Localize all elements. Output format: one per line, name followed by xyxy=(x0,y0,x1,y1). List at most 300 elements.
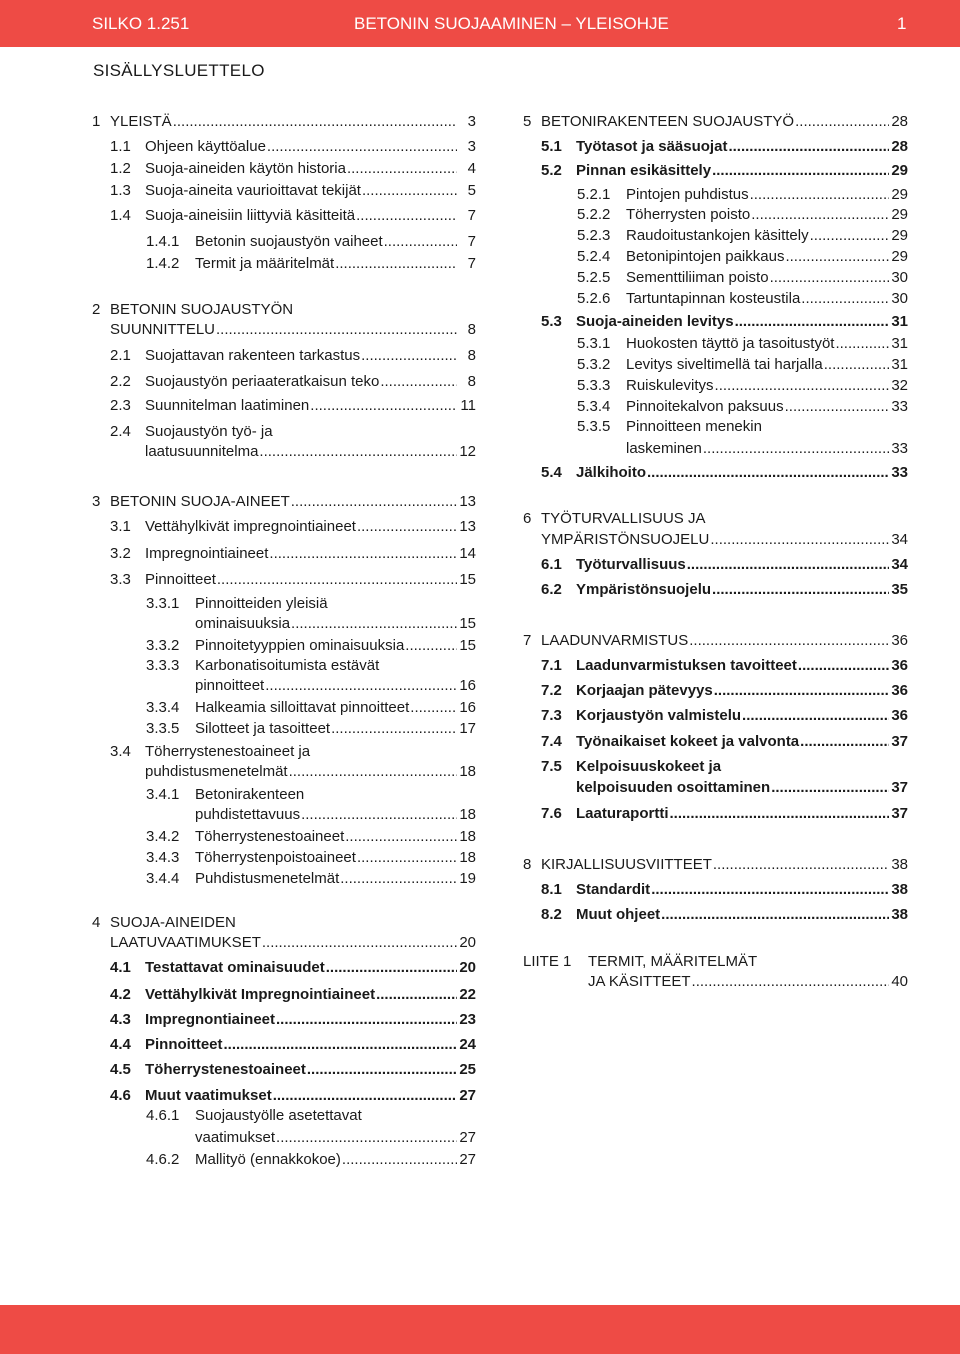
toc-left-entry xyxy=(110,544,476,564)
dot-leader xyxy=(824,355,889,375)
toc-left-entry xyxy=(92,492,476,512)
entry-title: laatusuunnitelma xyxy=(145,443,259,460)
dot-leader xyxy=(712,161,889,181)
entry-title: Impregnointiaineet xyxy=(145,545,269,562)
dot-leader xyxy=(703,439,889,459)
entry-title: Pinnan esikäsittely xyxy=(576,162,712,179)
entry-page: 13 xyxy=(459,493,476,510)
entry-page: 4 xyxy=(467,160,476,177)
entry-title: Pinnoitteet xyxy=(145,571,216,588)
toc-right-entry xyxy=(541,804,908,824)
entry-page: 27 xyxy=(459,1151,476,1168)
toc-right-entry xyxy=(541,580,908,600)
entry-page: 16 xyxy=(459,699,476,716)
entry-page: 37 xyxy=(891,779,908,796)
entry-number: 1.3 xyxy=(110,182,131,199)
entry-number: 4.6.2 xyxy=(146,1151,180,1168)
entry-page: 14 xyxy=(459,545,476,562)
entry-page: 38 xyxy=(891,906,908,923)
entry-title: Tartuntapinnan kosteustila xyxy=(626,290,801,307)
entry-title: BETONIRAKENTEEN SUOJAUSTYÖ xyxy=(541,113,795,130)
entry-number: 2.4 xyxy=(110,423,131,440)
toc-left-entry xyxy=(110,517,476,537)
entry-title: Impregnontiaineet xyxy=(145,1011,276,1028)
entry-number: 4.4 xyxy=(110,1036,131,1053)
dot-leader xyxy=(291,614,457,634)
entry-title: kelpoisuuden osoittaminen xyxy=(576,779,771,796)
dot-leader xyxy=(810,226,889,246)
entry-page: 28 xyxy=(891,138,908,155)
entry-number: 3.3.5 xyxy=(146,720,180,737)
entry-title: YLEISTÄ xyxy=(110,113,172,130)
toc-right-entry xyxy=(577,289,908,309)
entry-page: 29 xyxy=(891,186,908,203)
dot-leader xyxy=(770,268,889,288)
entry-number: 5.4 xyxy=(541,464,562,481)
entry-page: 15 xyxy=(459,571,476,588)
dot-leader xyxy=(347,159,457,179)
entry-page: 15 xyxy=(459,637,476,654)
entry-number: 5.2.4 xyxy=(577,248,611,265)
entry-title: Työtasot ja sääsuojat xyxy=(576,138,728,155)
dot-leader xyxy=(750,185,889,205)
dot-leader xyxy=(289,762,457,782)
entry-number: 7.2 xyxy=(541,682,562,699)
toc-right-entry xyxy=(577,268,908,288)
entry-title: Termit ja määritelmät xyxy=(195,255,335,272)
entry-page: 36 xyxy=(891,682,908,699)
entry-title: KIRJALLISUUSVIITTEET xyxy=(541,856,712,873)
entry-number: 3 xyxy=(92,493,101,510)
entry-number: 2.1 xyxy=(110,347,131,364)
dot-leader xyxy=(713,855,889,875)
toc-left-entry xyxy=(146,232,476,252)
entry-title: Laadunvarmistuksen tavoitteet xyxy=(576,657,797,674)
entry-title: BETONIN SUOJA-AINEET xyxy=(110,493,290,510)
entry-page: 18 xyxy=(459,849,476,866)
entry-page: 27 xyxy=(459,1087,476,1104)
dot-leader xyxy=(301,805,457,825)
entry-title: ominaisuuksia xyxy=(195,615,291,632)
entry-number: 7.1 xyxy=(541,657,562,674)
dot-leader xyxy=(335,254,457,274)
entry-number: 2.3 xyxy=(110,397,131,414)
entry-number: 6.1 xyxy=(541,556,562,573)
toc-right-entry xyxy=(577,205,908,225)
dot-leader xyxy=(326,958,457,978)
entry-number: 3.3.2 xyxy=(146,637,180,654)
entry-number: 7.6 xyxy=(541,805,562,822)
entry-title: Laaturaportti xyxy=(576,805,669,822)
entry-number: 1.4.2 xyxy=(146,255,180,272)
entry-title: Suoja-aineita vaurioittavat tekijät xyxy=(145,182,361,199)
dot-leader xyxy=(357,517,457,537)
entry-title: Suunnitelman laatiminen xyxy=(145,397,310,414)
entry-page: 38 xyxy=(891,856,908,873)
entry-number: 1.4.1 xyxy=(146,233,180,250)
entry-title: Vettähylkivät Impregnointiaineet xyxy=(145,986,376,1003)
toc-left-entry xyxy=(146,594,476,614)
toc-left-entry xyxy=(110,396,476,416)
entry-title: Pinnoitteet xyxy=(145,1036,223,1053)
entry-page: 37 xyxy=(891,733,908,750)
entry-number: 8.2 xyxy=(541,906,562,923)
dot-leader xyxy=(712,580,889,600)
dot-leader xyxy=(217,570,457,590)
entry-page: 30 xyxy=(891,269,908,286)
toc-left-entry xyxy=(92,913,476,933)
entry-title: Vettähylkivät impregnointiaineet xyxy=(145,518,356,535)
entry-page: 36 xyxy=(891,632,908,649)
dot-leader xyxy=(276,1128,457,1148)
toc-left-entry xyxy=(146,719,476,739)
entry-title: Standardit xyxy=(576,881,651,898)
entry-page: 31 xyxy=(891,313,908,330)
entry-page: 18 xyxy=(459,828,476,845)
toc-right-entry xyxy=(523,112,908,132)
dot-leader xyxy=(801,289,889,309)
entry-number: 8 xyxy=(523,856,532,873)
entry-title: BETONIN SUOJAUSTYÖN xyxy=(110,301,294,318)
dot-leader xyxy=(795,112,889,132)
entry-number: 5.3.1 xyxy=(577,335,611,352)
entry-page: 29 xyxy=(891,227,908,244)
toc-left-entry xyxy=(146,254,476,274)
toc-right-entry xyxy=(523,509,908,529)
toc-left-entry xyxy=(146,827,476,847)
dot-leader xyxy=(259,442,457,462)
dot-leader xyxy=(798,656,889,676)
entry-title: Testattavat ominaisuudet xyxy=(145,959,325,976)
entry-page: 29 xyxy=(891,206,908,223)
toc-right-entry xyxy=(576,778,908,798)
toc-right-entry xyxy=(523,952,908,972)
entry-number: 5.1 xyxy=(541,138,562,155)
toc-right-entry xyxy=(577,334,908,354)
toc-left-entry xyxy=(110,137,476,157)
entry-number: 7.5 xyxy=(541,758,562,775)
entry-page: 13 xyxy=(459,518,476,535)
entry-page: 36 xyxy=(891,657,908,674)
entry-page: 7 xyxy=(467,255,476,272)
dot-leader xyxy=(310,396,457,416)
entry-title: Ohjeen käyttöalue xyxy=(145,138,266,155)
document-title: BETONIN SUOJAAMINEN – YLEISOHJE xyxy=(354,14,669,33)
toc-left-entry xyxy=(195,1128,476,1148)
dot-leader xyxy=(687,555,889,575)
entry-number: 3.4.3 xyxy=(146,849,180,866)
toc-right-entry xyxy=(523,855,908,875)
entry-page: 40 xyxy=(891,973,908,990)
dot-leader xyxy=(380,372,457,392)
toc-left-entry xyxy=(110,933,476,953)
entry-title: pinnoitteet xyxy=(195,677,265,694)
dot-leader xyxy=(647,463,889,483)
entry-title: Halkeamia silloittavat pinnoitteet xyxy=(195,699,410,716)
dot-leader xyxy=(800,732,889,752)
entry-page: 7 xyxy=(467,207,476,224)
entry-number: 4.1 xyxy=(110,959,131,976)
entry-title: Pintojen puhdistus xyxy=(626,186,749,203)
entry-number: 5.3.2 xyxy=(577,356,611,373)
entry-page: 33 xyxy=(891,464,908,481)
entry-title: Sementtiliiman poisto xyxy=(626,269,769,286)
entry-number: 7.4 xyxy=(541,733,562,750)
toc-left-entry xyxy=(146,785,476,805)
toc-left-entry xyxy=(110,206,476,226)
entry-page: 12 xyxy=(459,443,476,460)
entry-page: 18 xyxy=(459,763,476,780)
entry-page: 23 xyxy=(459,1011,476,1028)
toc-left-entry xyxy=(110,372,476,392)
entry-number: 4.3 xyxy=(110,1011,131,1028)
entry-number: 3.4.1 xyxy=(146,786,180,803)
dot-leader xyxy=(345,827,457,847)
entry-number: 6.2 xyxy=(541,581,562,598)
entry-number: 5 xyxy=(523,113,532,130)
entry-title: LAATUVAATIMUKSET xyxy=(110,934,261,951)
dot-leader xyxy=(714,681,889,701)
toc-right-entry xyxy=(541,161,908,181)
entry-title: JA KÄSITTEET xyxy=(588,973,691,990)
dot-leader xyxy=(710,530,889,550)
entry-number: 7.3 xyxy=(541,707,562,724)
entry-page: 32 xyxy=(891,377,908,394)
entry-title: Töherrysten poisto xyxy=(626,206,751,223)
toc-right-entry xyxy=(577,397,908,417)
toc-left-entry xyxy=(195,676,476,696)
entry-page: 37 xyxy=(891,805,908,822)
entry-title: puhdistettavuus xyxy=(195,806,301,823)
dot-leader xyxy=(224,1035,458,1055)
entry-number: 1 xyxy=(92,113,101,130)
entry-title: Töherrystenpoistoaineet xyxy=(195,849,356,866)
entry-page: 8 xyxy=(467,373,476,390)
toc-left-entry xyxy=(110,1010,476,1030)
entry-title: Töherrystenestoaineet xyxy=(195,828,345,845)
entry-title: laskeminen xyxy=(626,440,702,457)
toc-left-entry xyxy=(146,656,476,676)
toc-right-entry xyxy=(541,732,908,752)
entry-title: Suoja-aineisiin liittyviä käsitteitä xyxy=(145,207,356,224)
dot-leader xyxy=(291,492,457,512)
entry-page: 17 xyxy=(459,720,476,737)
dot-leader xyxy=(751,205,889,225)
entry-title: Pinnoitteen menekin xyxy=(626,418,762,435)
entry-title: Betonirakenteen xyxy=(195,786,305,803)
dot-leader xyxy=(357,848,457,868)
entry-title: Kelpoisuuskokeet ja xyxy=(576,758,722,775)
entry-title: Muut ohjeet xyxy=(576,906,661,923)
entry-number: 5.2.2 xyxy=(577,206,611,223)
toc-right-entry xyxy=(577,247,908,267)
entry-page: 16 xyxy=(459,677,476,694)
dot-leader xyxy=(384,232,457,252)
toc-left-entry xyxy=(146,698,476,718)
entry-title: Raudoitustankojen käsittely xyxy=(626,227,809,244)
entry-page: 36 xyxy=(891,707,908,724)
toc-left-entry xyxy=(110,985,476,1005)
entry-page: 33 xyxy=(891,398,908,415)
entry-page: 31 xyxy=(891,356,908,373)
toc-right-entry xyxy=(541,706,908,726)
entry-title: Suojaustyölle asetettavat xyxy=(195,1107,362,1124)
entry-page: 8 xyxy=(467,321,476,338)
entry-number: 4.2 xyxy=(110,986,131,1003)
entry-title: LAADUNVARMISTUS xyxy=(541,632,689,649)
dot-leader xyxy=(173,112,457,132)
toc-left-entry xyxy=(110,159,476,179)
entry-number: 3.3.1 xyxy=(146,595,180,612)
dot-leader xyxy=(273,1086,457,1106)
dot-leader xyxy=(216,320,457,340)
entry-page: 30 xyxy=(891,290,908,307)
entry-number: LIITE 1 xyxy=(523,953,572,970)
entry-title: Silotteet ja tasoitteet xyxy=(195,720,331,737)
entry-page: 29 xyxy=(891,162,908,179)
entry-number: 8.1 xyxy=(541,881,562,898)
entry-title: Työnaikaiset kokeet ja valvonta xyxy=(576,733,800,750)
toc-left-entry xyxy=(110,422,476,442)
entry-page: 35 xyxy=(891,581,908,598)
entry-title: Suojaustyön työ- ja xyxy=(145,423,273,440)
toc-left-entry xyxy=(110,181,476,201)
toc-left-entry xyxy=(110,320,476,340)
dot-leader xyxy=(785,247,889,267)
entry-number: 3.3.3 xyxy=(146,657,180,674)
dot-leader xyxy=(728,137,889,157)
entry-number: 3.4 xyxy=(110,743,131,760)
entry-number: 3.4.2 xyxy=(146,828,180,845)
dot-leader xyxy=(651,880,889,900)
toc-left-entry xyxy=(92,112,476,132)
toc-right-entry xyxy=(577,185,908,205)
entry-number: 5.3.4 xyxy=(577,398,611,415)
toc-left-entry xyxy=(110,570,476,590)
page-header xyxy=(0,0,960,47)
entry-title: Korjaustyön valmistelu xyxy=(576,707,742,724)
entry-number: 4 xyxy=(92,914,101,931)
entry-number: 5.2.5 xyxy=(577,269,611,286)
dot-leader xyxy=(661,905,889,925)
dot-leader xyxy=(771,778,889,798)
entry-number: 4.6 xyxy=(110,1087,131,1104)
entry-number: 1.4 xyxy=(110,207,131,224)
entry-title: vaatimukset xyxy=(195,1129,276,1146)
toc-right-entry xyxy=(541,312,908,332)
toc-right-entry xyxy=(523,631,908,651)
dot-leader xyxy=(361,346,457,366)
entry-number: 3.3 xyxy=(110,571,131,588)
toc-right-entry xyxy=(541,137,908,157)
entry-title: Töherrystenestoaineet ja xyxy=(145,743,311,760)
dot-leader xyxy=(376,985,457,1005)
entry-title: Suojaustyön periaateratkaisun teko xyxy=(145,373,380,390)
entry-page: 33 xyxy=(891,440,908,457)
entry-title: Ympäristönsuojelu xyxy=(576,581,712,598)
toc-right-entry xyxy=(626,439,908,459)
toc-right-entry xyxy=(541,880,908,900)
entry-title: Työturvallisuus xyxy=(576,556,686,573)
entry-title: Suoja-aineiden käytön historia xyxy=(145,160,346,177)
toc-left-entry xyxy=(145,442,476,462)
entry-number: 5.2.6 xyxy=(577,290,611,307)
entry-number: 2.2 xyxy=(110,373,131,390)
dot-leader xyxy=(340,869,457,889)
dot-leader xyxy=(331,719,457,739)
entry-title: Betonin suojaustyön vaiheet xyxy=(195,233,383,250)
entry-page: 24 xyxy=(459,1036,476,1053)
toc-left-entry xyxy=(110,1086,476,1106)
toc-left-entry xyxy=(195,614,476,634)
entry-number: 4.6.1 xyxy=(146,1107,180,1124)
toc-left-entry xyxy=(110,1060,476,1080)
dot-leader xyxy=(410,698,457,718)
entry-number: 2 xyxy=(92,301,101,318)
toc-right-entry xyxy=(541,463,908,483)
dot-leader xyxy=(692,972,889,992)
toc-right-entry xyxy=(577,226,908,246)
entry-title: Jälkihoito xyxy=(576,464,647,481)
dot-leader xyxy=(342,1150,457,1170)
toc-right-entry xyxy=(541,905,908,925)
entry-number: 3.1 xyxy=(110,518,131,535)
dot-leader xyxy=(269,544,457,564)
dot-leader xyxy=(356,206,457,226)
dot-leader xyxy=(362,181,457,201)
entry-page: 34 xyxy=(891,556,908,573)
dot-leader xyxy=(405,636,457,656)
dot-leader xyxy=(835,334,889,354)
toc-right-entry xyxy=(577,376,908,396)
entry-page: 20 xyxy=(459,959,476,976)
entry-page: 7 xyxy=(467,233,476,250)
entry-page: 34 xyxy=(891,531,908,548)
entry-title: TYÖTURVALLISUUS JA xyxy=(541,510,706,527)
entry-page: 20 xyxy=(459,934,476,951)
entry-page: 11 xyxy=(460,397,476,414)
dot-leader xyxy=(267,137,457,157)
dot-leader xyxy=(689,631,889,651)
entry-page: 18 xyxy=(459,806,476,823)
entry-number: 5.3 xyxy=(541,313,562,330)
entry-title: Betonipintojen paikkaus xyxy=(626,248,785,265)
entry-title: Pinnoitekalvon paksuus xyxy=(626,398,784,415)
entry-page: 31 xyxy=(891,335,908,352)
toc-right-entry xyxy=(577,355,908,375)
entry-number: 5.2.3 xyxy=(577,227,611,244)
entry-title: Pinnoitetyyppien ominaisuuksia xyxy=(195,637,405,654)
entry-title: Huokosten täyttö ja tasoitustyöt xyxy=(626,335,835,352)
entry-title: Pinnoitteiden yleisiä xyxy=(195,595,328,612)
entry-number: 3.3.4 xyxy=(146,699,180,716)
entry-page: 27 xyxy=(459,1129,476,1146)
toc-left-entry xyxy=(110,958,476,978)
toc-left-entry xyxy=(146,1150,476,1170)
dot-leader xyxy=(670,804,889,824)
entry-title: Töherrystenestoaineet xyxy=(145,1061,306,1078)
entry-title: Ruiskulevitys xyxy=(626,377,714,394)
toc-left-entry xyxy=(110,346,476,366)
entry-page: 22 xyxy=(459,986,476,1003)
entry-title: puhdistusmenetelmät xyxy=(145,763,288,780)
entry-title: TERMIT, MÄÄRITELMÄT xyxy=(588,953,758,970)
toc-left-entry xyxy=(92,300,476,320)
entry-title: Mallityö (ennakkokoe) xyxy=(195,1151,341,1168)
page-number: 1 xyxy=(897,14,907,33)
entry-number: 7 xyxy=(523,632,532,649)
toc-right-entry xyxy=(541,656,908,676)
